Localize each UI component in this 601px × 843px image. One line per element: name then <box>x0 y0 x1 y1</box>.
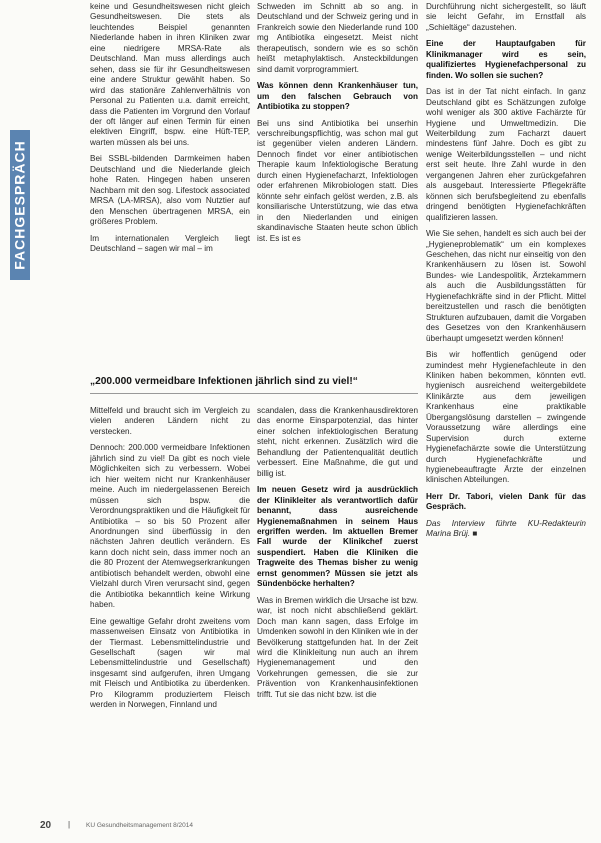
page-footer <box>40 820 580 834</box>
paragraph: Das ist in der Tat nicht einfach. In ganz Deutschland gibt es Schätzungen zufolge wohl weniger als 300 aktive Fachärzte für Hygiene und Umweltmedizin. Die Weiterbildung zum Facharzt dauert mindestens fünf Jahre. Doch es gibt zu wenige Weiterbildungsstellen – und nicht erst seit heute. Ihre Zahl wurde in den vergangenen Jahren eher zurückgefahren als ausgebaut. Interessierte Pflegekräfte können sich berufsbegleitend zu ebenfalls dringend benötigten Hygienefachkräften qualifizieren lassen. <box>426 87 586 222</box>
interview-question: Im neuen Gesetz wird ja ausdrücklich der Klinikleiter als verantwortlich dafür benannt, dass ausreichende Hygienemaßnahmen in seinem Haus ergriffen werden. Im aktuellen Bremer Fall wurde der Klinikchef zuerst suspendiert. Haben die Kliniken die Tragweite des Themas bisher zu wenig ernst genommen? Müssen sie jetzt als Sündenböcke herhalten? <box>257 485 418 589</box>
column-2-bottom <box>257 406 418 811</box>
column-3 <box>426 2 586 546</box>
paragraph: Bei SSBL-bildenden Darmkeimen haben Deutschland und die Niederlande gleich hohe Raten. Hingegen haben unseren Nachbarn mit den sog. Lifestock associated MRSA (LA-MRSA), also vom Nutztier auf den Menschen übertragenen MRSA, ein größeres Problem. <box>90 154 250 227</box>
paragraph: Im internationalen Vergleich liegt Deutschland – sagen wir mal – im <box>90 233 250 253</box>
paragraph: Wie Sie sehen, handelt es sich auch bei der „Hygieneproblematik“ um ein komplexes Geschehen, das nicht nur einseitig von den Krankenhäusern zu lösen ist. Sowohl Bundes- wie Landespolitik, Ärztekammern als auch die Ausbildungsstätten für Hygienefachkräfte sind in der Pflicht. Mittel bereitzustellen und rasch die benötigten Strukturen aufzubauen, damit die Vorgaben des Gesetzes von den Krankenhäusern überhaupt umgesetzt werden können! <box>426 229 586 343</box>
paragraph: Bei uns sind Antibiotika bei unserhin verschreibungspflichtig, was schon mal gut ist gegenüber vielen anderen Ländern. Dennoch findet vor einer antibiotischen Therapie kaum Infektiologische Beratung durch einen Hygienefacharzt, Infektiologen oder erfahrenen Mikrobiologen statt. Dies könnte sehr einfach gelöst werden, z.B. als konsiliarische Unterstützung, wie das etwa in den Niederlanden und einigen skandinavische Staaten heute schon üblich ist. Es ist es <box>257 118 418 243</box>
column-2-top <box>257 2 418 364</box>
publication-name: KU Gesundheitsmanagement 8/2014 <box>86 822 193 829</box>
paragraph: Bis wir hoffentlich genügend oder zumindest mehr Hygienefachleute in den Kliniken haben bekommen, könnten evtl. hygienisch ausreichend weitergebildete Klinikärzte aus dem jeweiligen Krankenhaus eine praktikable Übergangslösung darstellen – zwingende Voraussetzung wäre allerdings eine Supervision durch externe Hygienefachärzte sowie die Unterstützung durch Hygienefachkräfte und hygienebeauftragte Ärzte der einzelnen klinischen Abteilungen. <box>426 350 586 485</box>
section-tab <box>10 130 30 280</box>
paragraph: Eine gewaltige Gefahr droht zweitens vom massenweisen Einsatz von Antibiotika in der Tiermast. Lebensmittelindustrie und Gesellschaft (sagen wir mal Lebensmittelindustrie und Gesellschaft) insgesamt sind aufgerufen, ihren Umgang mit Fleisch und Antibiotika zu überdenken. Pro Kilogramm produziertem Fleisch werden in Norwegen, Finnland und <box>90 616 250 710</box>
section-label: FACHGESPRÄCH <box>12 140 28 270</box>
column-1-top <box>90 2 250 364</box>
footer-separator: | <box>68 820 71 829</box>
page-number: 20 <box>40 820 52 831</box>
paragraph: Mittelfeld und braucht sich im Vergleich zu vielen anderen Ländern nicht zu verstecken. <box>90 406 250 436</box>
divider <box>90 393 418 394</box>
paragraph: keine und Gesundheitswesen nicht gleich Gesundheitswesen. Die stets als leuchtendes Beispiel genannten Niederlande haben in ihren Kliniken zwar eine niedrigere MRSA-Rate als Deutschland. Man muss allerdings auch sehen, dass sie für ihr Gesundheitswesen eine andere Struktur gewählt haben. So wird das stationäre Zahlenverhältnis von Personal zu Patienten u.a. damit erreicht, dass die Patienten im Vorgrund den Vorlauf der oft länger auf einen Termin für einen elektiven Eingriff, bspw. eine Hüft-TEP, warten müssen als bei uns. <box>90 2 250 147</box>
interview-question: Was können denn Krankenhäuser tun, um den falschen Gebrauch von Antibiotika zu stoppen? <box>257 81 418 112</box>
column-1-bottom <box>90 406 250 811</box>
interview-credit: Das Interview führte KU-Redakteurin Marina Brüj. ■ <box>426 518 586 539</box>
interview-question: Herr Dr. Tabori, vielen Dank für das Gespräch. <box>426 491 586 512</box>
paragraph: Schweden im Schnitt ab so ang. in Deutschland und der Schweiz gering und in Frankreich sowie den Niederlande rund 100 mg Antibiotika eingesetzt. Meist nicht therapeutisch, sondern wie es so schön heißt metaphylaktisch. Ansteckbildungen sind damit vorprogrammiert. <box>257 2 418 74</box>
paragraph: scandalen, dass die Krankenhausdirektoren das enorme Einsparpotenzial, das hinter einer solchen infektiologischen Beratung steht, nicht erkennen. Zusätzlich wird die Behandlung der Patientenqualität deutlich verbessert. Eine Maßnahme, die gut und billig ist. <box>257 406 418 478</box>
paragraph: Was in Bremen wirklich die Ursache ist bzw. war, ist noch nicht abschließend geklärt. Doch man kann sagen, dass Erfolge im Umdenken sowohl in den Kliniken wie in der Bevölkerung stattgefunden hat. In der Zeit wird die Klinikleitung nun auch an ihrem Hygienemanagement und den Vorkehrungen gemessen, die sie zur Prävention von Krankenhausinfektionen trifft. Tut sie das nicht bzw. ist die <box>257 595 418 699</box>
paragraph: Dennoch: 200.000 vermeidbare Infektionen jährlich sind zu viel! Da gibt es noch viele Möglichkeiten sich zu verbessern. Wobei ich hier weitem nicht nur Krankenhäuser meine. Auch im niedergelassenen Bereich müssen sich bspw. die Verordnungspraktiken und die Häufigkeit für Antibiotika – so bis 50 Prozent aller Anordnungen sind überflüssig in den nächsten Jahren deutlich verändern. Es kann doch nicht sein, dass immer noch an die 80 Prozent der Atemwegserkrankungen antibiotisch behandelt werden, obwohl eine Vielzahl durch Viren verursacht sind, gegen die Antibiotika bekanntlich keine Wirkung haben. <box>90 443 250 610</box>
pull-quote-heading: „200.000 vermeidbare Infektionen jährlich sind zu viel!“ <box>90 376 358 387</box>
paragraph: Durchführung nicht sichergestellt, so läuft sie leicht Gefahr, im Ernstfall als „Schieltäge“ dazustehen. <box>426 2 586 32</box>
interview-question: Eine der Hauptaufgaben für Klinikmanager wird es sein, qualifiziertes Hygienefachpersonal zu finden. Wo sollen sie suchen? <box>426 39 586 80</box>
